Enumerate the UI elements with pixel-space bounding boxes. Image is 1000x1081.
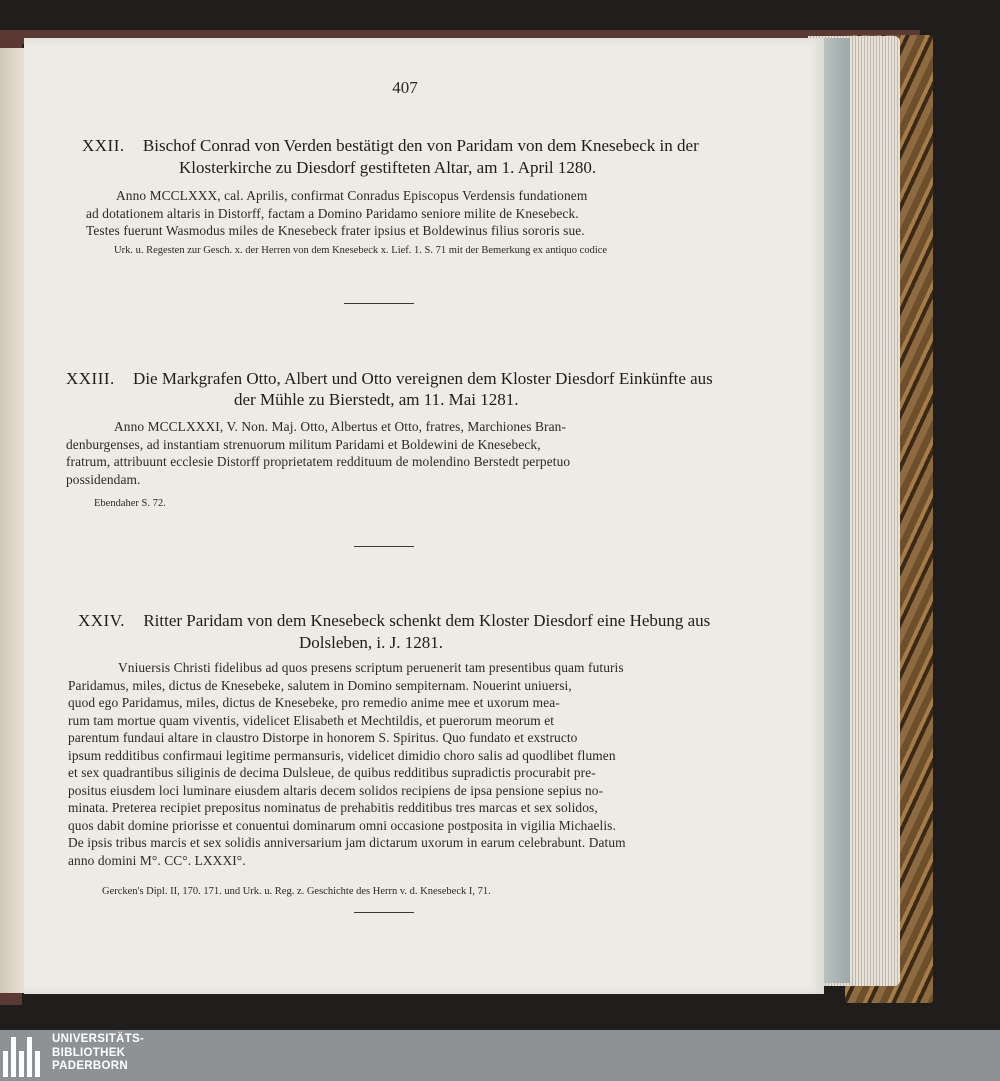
body-line: Anno MCCLXXX, cal. Aprilis, confirmat Conradus Episcopus Verdensis fundationem — [116, 188, 588, 203]
section-number: XXII. — [82, 136, 125, 155]
logo-line: PADERBORN — [52, 1060, 128, 1072]
section-xxiii-source: Ebendaher S. 72. — [94, 498, 166, 509]
logo-line: UNIVERSITÄTS- — [52, 1033, 145, 1045]
section-xxiii-heading — [66, 368, 726, 390]
section-divider — [344, 303, 414, 304]
body-line: ad dotationem altaris in Distorff, factam a Domino Paridamo seniore milite de Knesebeck. — [86, 205, 579, 221]
heading-line: Die Markgrafen Otto, Albert und Otto vereignen dem Kloster Diesdorf Einkünfte aus — [133, 369, 713, 388]
library-logo-text — [52, 1033, 144, 1074]
section-xxii-source: Urk. u. Regesten zur Gesch. x. der Herren von dem Knesebeck x. Lief. 1. S. 71 mit der Bemerkung ex antiquo codice — [114, 245, 608, 256]
section-divider — [354, 546, 414, 547]
section-xxii-heading — [82, 135, 722, 157]
section-xxiv-heading-line2: Dolsleben, i. J. 1281. — [299, 633, 444, 652]
body-line: fratrum, attribuunt ecclesie Distorff proprietatem reddituum de molendino Berstedt perpetuo — [66, 454, 571, 469]
section-divider — [354, 912, 414, 913]
section-xxii-heading-line2: Klosterkirche zu Diesdorf gestifteten Altar, am 1. April 1280. — [179, 158, 597, 177]
body-line: Paridamus, miles, dictus de Knesebeke, salutem in Domino sempiternam. Nouerint uniuersi, — [68, 677, 572, 693]
logo-line: BIBLIOTHEK — [52, 1046, 126, 1059]
book-page — [24, 38, 824, 994]
body-line: anno domini M°. CC°. LXXXI°. — [68, 852, 246, 868]
section-number: XXIII. — [66, 369, 115, 388]
page-number: 407 — [392, 78, 418, 97]
body-line: possidendam. — [66, 471, 141, 487]
library-footer — [0, 1030, 1000, 1081]
body-line: parentum fundaui altare in claustro Distorpe in honorem S. Spiritus. Quo fundato et exstructo — [68, 730, 578, 745]
body-line: quod ego Paridamus, miles, dictus de Knesebeke, pro remedio anime mee et uxorum mea- — [68, 695, 560, 710]
body-line: Anno MCCLXXXI, V. Non. Maj. Otto, Albertus et Otto, fratres, Marchiones Bran- — [114, 419, 567, 434]
heading-line: Ritter Paridam von dem Knesebeck schenkt dem Kloster Diesdorf eine Hebung aus — [143, 611, 711, 630]
body-line: rum tam mortue quam viventis, videlicet Elisabeth et Mechtildis, et puerorum meorum et — [68, 712, 555, 728]
body-line: minata. Preterea recipiet prepositus nominatus de prehabitis redditibus tres marcas et sex solidos, — [68, 800, 598, 815]
body-line: positus eiusdem loci luminare eiusdem altaris decem solidos recipiens de ipsa pensione sepius no- — [68, 782, 604, 798]
library-logo-icon — [3, 1037, 43, 1077]
section-xxiii-body — [66, 418, 696, 488]
section-number: XXIV. — [78, 611, 126, 630]
body-line: quos dabit domine priorisse et conuentui dominarum omni occasione postposita in vigilia Michaelis. — [68, 817, 616, 833]
body-line: Testes fuerunt Wasmodus miles de Knesebeck frater ipsius et Boldewinus filius sororis sue. — [86, 223, 585, 238]
section-xxiv-heading — [78, 610, 718, 632]
body-line: De ipsis tribus marcis et sex solidis anniversarium jam dictarum uxorum in earum celebrabunt. Datum — [68, 835, 626, 850]
body-line: ipsum redditibus confirmaui legitime permansuris, videlicet dimidio choro salis ad quodlibet flumen — [68, 747, 616, 763]
section-xxiv-body — [68, 659, 704, 869]
section-xxiii-heading-line2: der Mühle zu Bierstedt, am 11. Mai 1281. — [234, 390, 519, 409]
section-xxii-body — [86, 187, 696, 240]
body-line: et sex quadrantibus siliginis de decima Dulsleue, de quibus redditibus supradictis procurabit pre- — [68, 765, 596, 780]
heading-line: Bischof Conrad von Verden bestätigt den von Paridam von dem Knesebeck in der — [142, 136, 699, 155]
body-line: denburgenses, ad instantiam strenuorum militum Paridami et Boldewini de Knesebeck, — [66, 436, 541, 452]
left-page-edge — [0, 48, 27, 993]
body-line: Vniuersis Christi fidelibus ad quos presens scriptum peruenerit tam presentibus quam futuris — [118, 660, 624, 675]
section-xxiv-source: Gercken's Dipl. II, 170. 171. und Urk. u. Reg. z. Geschichte des Herrn v. d. Knesebeck I, 71. — [102, 886, 491, 897]
